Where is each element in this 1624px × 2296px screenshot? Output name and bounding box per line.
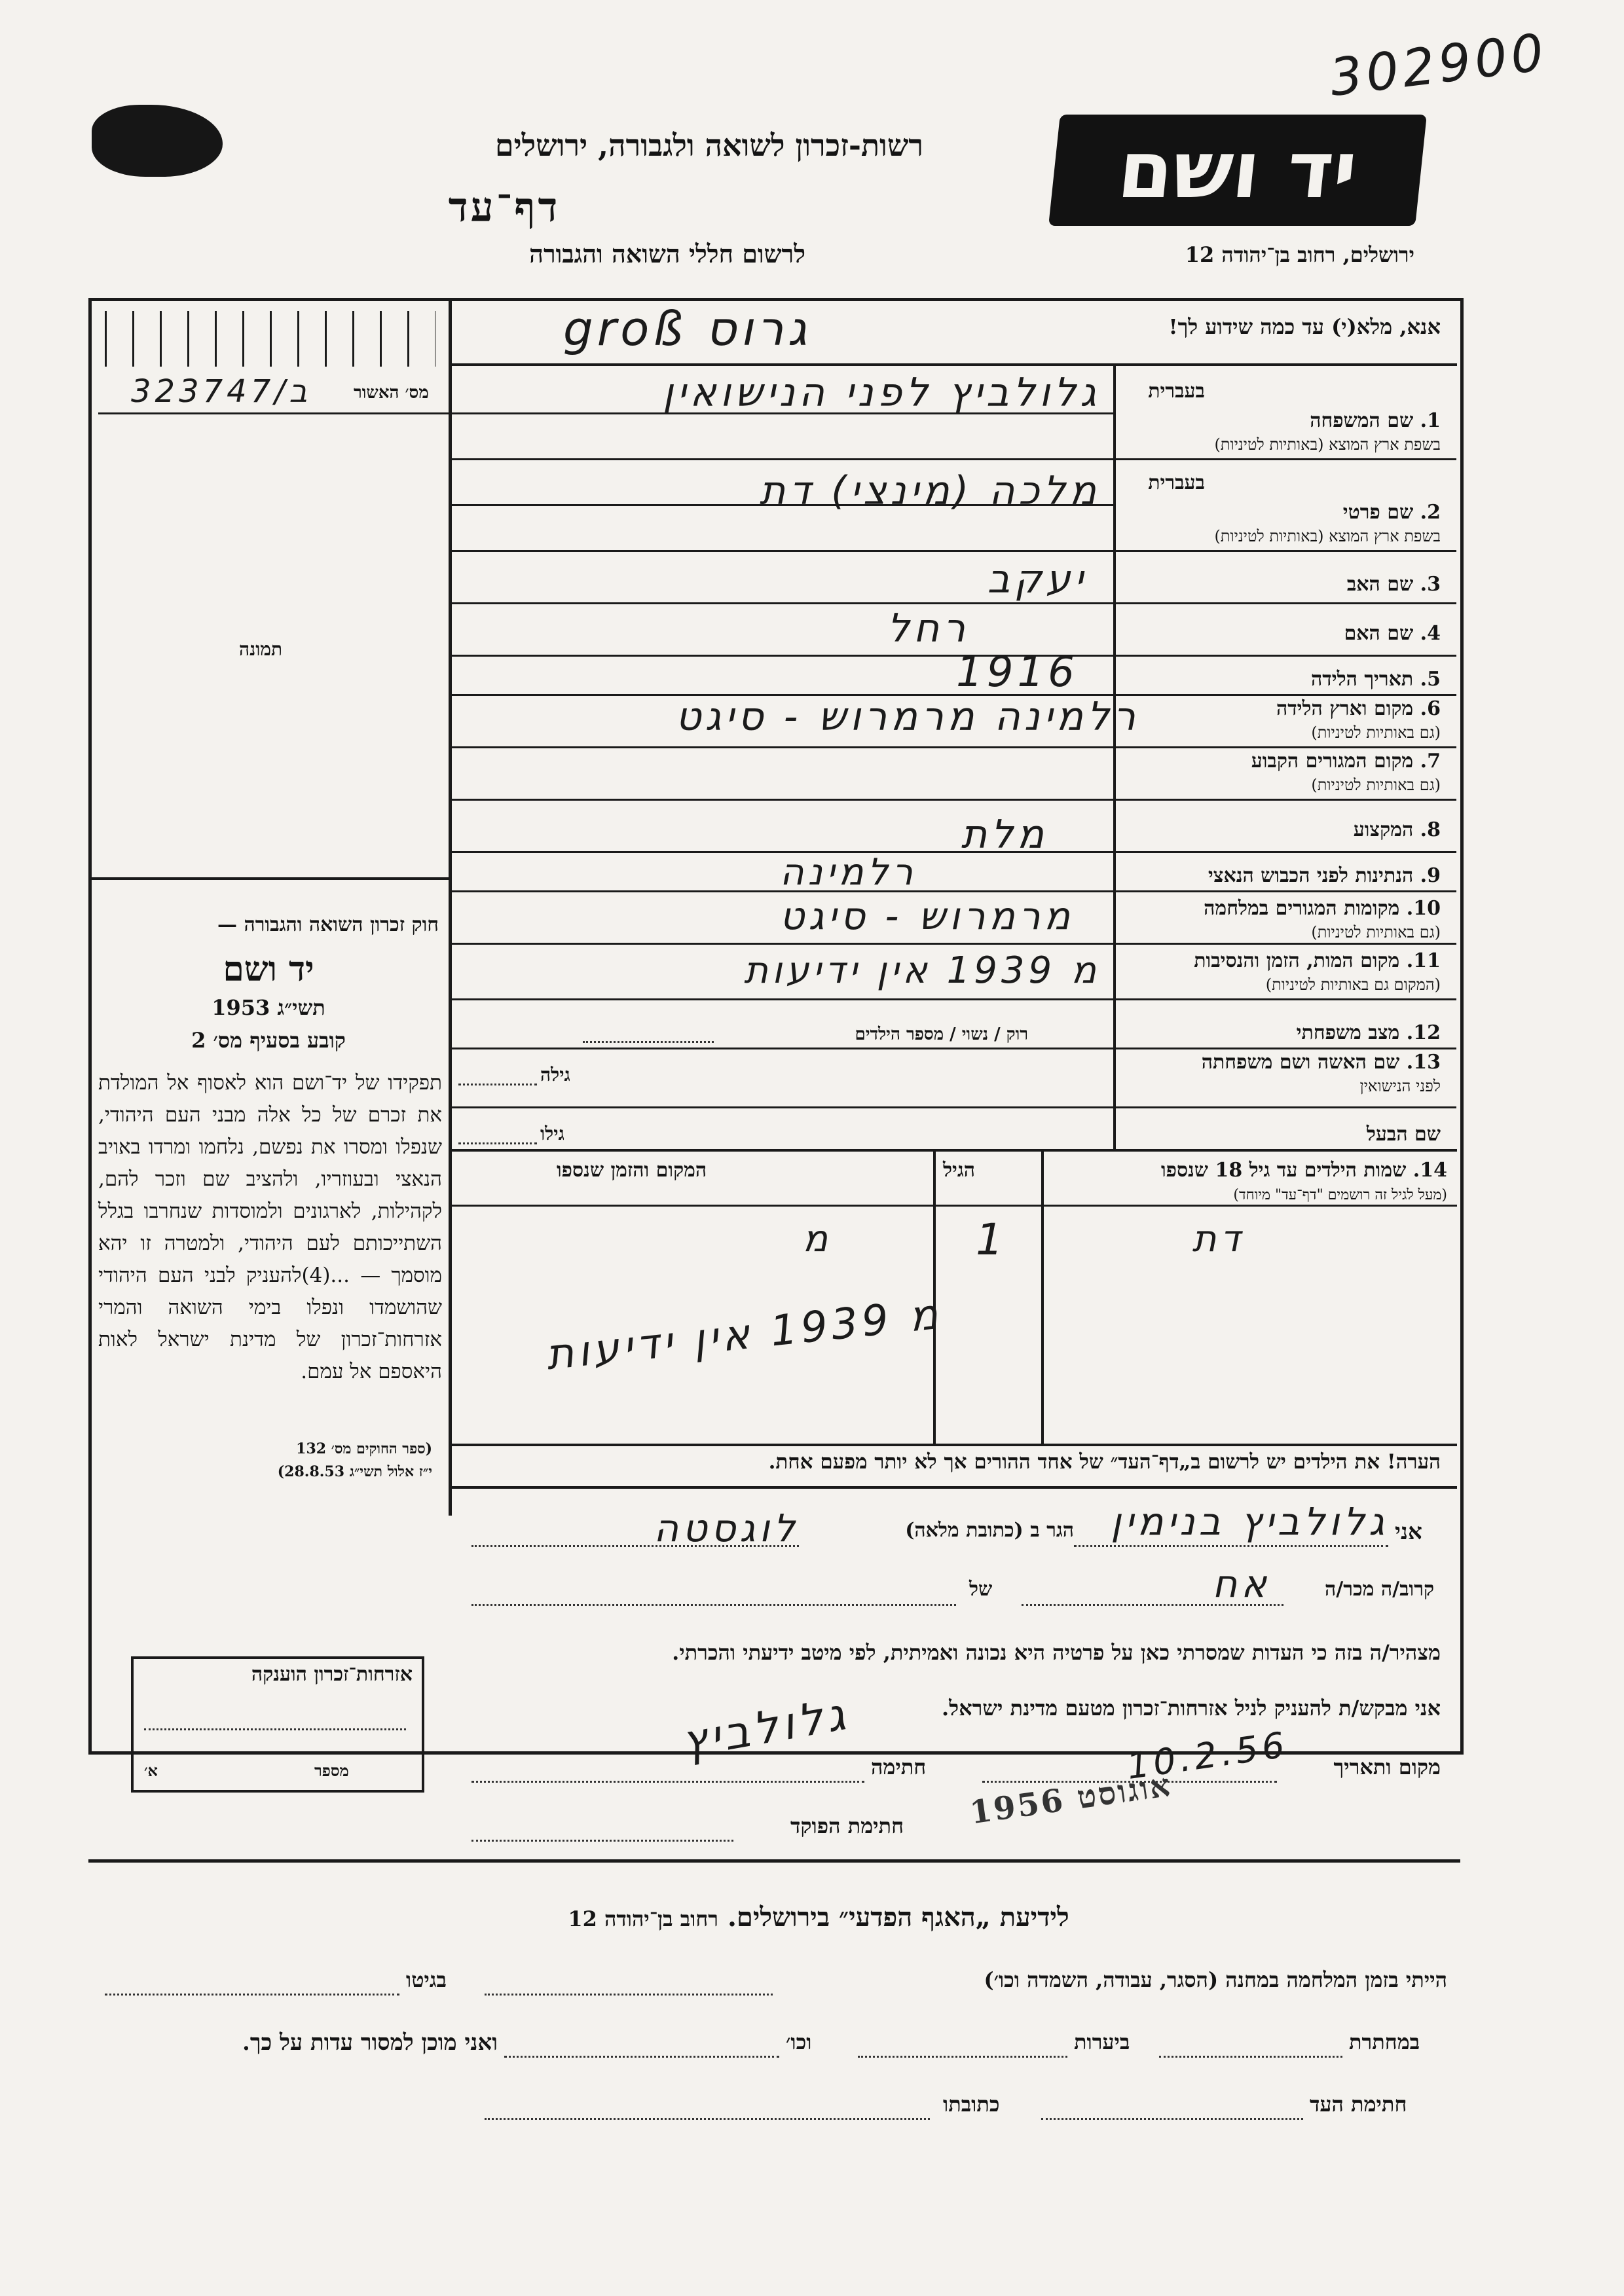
children-bottom-line [452,1444,1457,1446]
field-7-label [1120,750,1441,773]
bottom-line2-blank-b [858,2056,1067,2058]
bottom-divider [88,1859,1460,1863]
field-3-label [1120,573,1441,596]
bottom-line2-blank-c [504,2056,779,2058]
field-1-title: שם המשפחה [1310,409,1414,432]
authority-name: רשות-זכרון לשואה ולגבורה, ירושלים [494,128,923,163]
field-9-label [1120,864,1441,887]
declaration-statement: מצהיר/ה בזה כי העדות שמסרתי כאן על פרטיה היא נכונה ואמיתית, לפי מיטב ידיעתי והכרתי. [672,1640,1441,1665]
declaration-request: אני מבקש/ת להעניק לניל אזרחות־זכרון מטעם מדינת ישראל. [941,1696,1441,1721]
field-11-label [1120,949,1441,972]
officer-signature-label: חתימת הפוקד [790,1813,904,1838]
row-divider [1116,602,1456,604]
value-line [452,943,1113,945]
husband-row-bottom [452,1149,1457,1152]
bottom-title [458,1902,1179,1933]
child-name-value: דת [1192,1218,1244,1260]
relative-value: אח [1212,1561,1270,1606]
field-10-label [1120,897,1441,920]
field-5-title: תאריך הלידה [1311,668,1414,691]
wife-age-line [458,1084,537,1085]
field-8-label [1120,818,1441,841]
intro-line: אנא, מלא(י) עד כמה שידוע לך! [1168,314,1441,339]
bottom-line3-blank-a [1041,2118,1303,2120]
father-name-value: יעקב [987,556,1087,602]
bottom-line2-d: ואני מוכן למסור עדות על כך. [242,2030,498,2056]
field-12-title: מצב משפחתי [1296,1021,1400,1044]
citizenship-value: רלמינה [779,851,917,894]
bottom-line2-blank-a [1159,2056,1342,2058]
children-handwritten-note: מ 1939 אין ידיעות [544,1290,944,1380]
value-line [452,746,1113,748]
field-13-num: 13. [1406,1051,1441,1074]
children-count-line [583,1041,714,1043]
value-line [452,550,1113,552]
cert-number: 323747/ב [131,373,312,410]
photo-divider [92,877,449,880]
field-2-title: שם פרטי [1342,501,1414,524]
signature-label: חתימה [871,1755,927,1779]
citizenship-number-mark: א׳ [144,1761,158,1780]
children-subtitle: (מעל לגיל זה רושמים "דף־עד" מיוחד) [1233,1187,1447,1203]
form-title: דף־עד [448,183,561,231]
row-divider [1116,943,1456,945]
note-bottom-line [452,1486,1457,1489]
bottom-line2-a: במחתרת [1349,2030,1420,2054]
law-date: י״ז אלול תשי״ג 28.8.53) [277,1463,432,1480]
signature-value: גלולביץ [678,1688,853,1768]
field-8-num: 8. [1420,818,1441,841]
field-6-num: 6. [1420,697,1441,720]
husband-age-line [458,1142,537,1144]
ink-blot [92,105,223,177]
form-subtitle: לרשום חללי השואה והגבורה [529,239,805,268]
field-13-label [1120,1051,1441,1074]
bottom-line1-end: בגיטו [406,1967,447,1992]
children-title: 14. שמות הילדים עד גיל 18 שנספו [1160,1159,1447,1182]
photo-label: תמונה [239,638,283,660]
address-value: לוגסטה [654,1506,799,1550]
field-5-num: 5. [1420,668,1441,691]
officer-signature-line [471,1840,733,1842]
field-7-title: מקום המגורים הקבוע [1251,750,1414,773]
label-column-border [1113,363,1116,1149]
field-1-sub: בשפת ארץ המוצא (באותיות לטיניות) [1214,435,1441,454]
cert-label: מס׳ האשור [354,383,429,403]
bottom-line1-tail [105,1994,399,1995]
marital-status-value: רוק / נשוי / מספר הילדים [855,1025,1028,1044]
value-line [452,799,1113,801]
field-10-sub: (גם באותיות לטיניות) [1311,923,1441,941]
field-11-title: מקום המות, הזמן והנסיבות [1194,949,1400,972]
birth-place-value: רלמינה מרמרוש - סיגט [675,694,1139,740]
field-12-label [1120,1021,1441,1044]
first-name-value: מלכה (מינצי) דת [759,468,1100,514]
archive-number: 302900 [1326,22,1551,109]
row-divider [1116,746,1456,748]
field-4-num: 4. [1420,622,1441,645]
field-3-num: 3. [1420,573,1441,596]
field-6-title: מקום וארץ הלידה [1276,697,1414,720]
field-10-num: 10. [1406,897,1441,920]
row-divider [1116,799,1456,801]
law-clause: קובע בסעיף מס׳ 2 [191,1028,346,1053]
children-col-divider [1041,1149,1044,1444]
cert-underline [98,412,449,414]
row-divider [1116,998,1456,1000]
field-5-label [1120,668,1441,691]
logo-text: יד ושם [1113,124,1362,216]
place-date-value: 10.2.56 [1124,1724,1291,1787]
row-divider [1116,458,1456,460]
value-line [452,602,1113,604]
value-line [452,1048,1113,1049]
field-9-title: הנתינות לפני הכבוש הנאצי [1208,864,1414,887]
field-10-title: מקומות המגורים במלחמה [1204,897,1400,920]
field-13-title: שם האשה ושם משפחתה [1201,1051,1400,1074]
relative-line [1022,1604,1283,1606]
citizenship-box-line [144,1728,406,1730]
field-7-num: 7. [1420,750,1441,773]
law-source: (ספר החוקים מס׳ 132 [296,1440,432,1457]
field-2-sub: בשפת ארץ המוצא (באותיות לטיניות) [1214,527,1441,545]
row-divider [1116,1106,1456,1108]
of-line [471,1604,956,1606]
row-divider [1116,694,1456,696]
value-line [452,1106,1113,1108]
field-3-title: שם האב [1346,573,1414,596]
field-8-title: המקצוע [1353,818,1414,841]
address-label: הגר ב (כתובת מלאה) [905,1519,1074,1542]
field-1-label [1120,409,1441,432]
field-12-num: 12. [1406,1021,1441,1044]
children-note: הערה! את הילדים יש לרשום ב„דף־העד״ של אחד ההורים אך לא יותר מפעם אחת. [768,1450,1441,1474]
relative-label: קרוב/ה מכר/ה [1325,1578,1434,1601]
children-header-line [452,1205,1457,1207]
children-place-header: המקום והזמן שנספו [557,1159,707,1182]
bottom-line2-c: וכו׳ [786,2030,812,2054]
field-11-num: 11. [1406,949,1441,972]
field-9-num: 9. [1420,864,1441,887]
place-date-label: מקום ותאריך [1333,1755,1441,1779]
stamp-date: 1956 אוגוסט [967,1766,1175,1832]
handwritten-top-name: groß גרוס [563,301,811,356]
family-name-value: גלולביץ לפני הנישואין [662,370,1100,416]
row-divider [1116,890,1456,892]
wife-age-label: גילה [540,1064,570,1085]
child-age-value: 1 [976,1214,1007,1265]
declaration-ani: אני [1395,1519,1422,1545]
citizenship-box-title: אזרחות־זכרון הוענקה [251,1663,413,1686]
husband-age-label: גילו [540,1123,564,1144]
field-11-sub: (המקום גם באותיות לטיניות) [1265,975,1441,994]
field-13-sub: לפני הנישואין [1359,1077,1441,1095]
profession-value: מלת [961,812,1048,858]
row-divider [1116,851,1456,853]
yad-vashem-logo [1048,115,1427,226]
field-2-lang: בעברית [1148,471,1205,494]
field-2-label [1120,501,1441,524]
field-4-title: שם האם [1344,622,1414,645]
law-text: תפקידו של יד־ושם הוא לאסוף אל המולדת את זכרם של כל אלה מבני העם היהודי, שנפלו ומסרו את נפשם, נלחמו ומרדו באויב הנאצי ובעוזריו, ולהציב שם וזכר להם, לקהילות, לארגונים ולמוסדות שנחרבו בגלל השתייכותם לעם היהודי, ולמטרה זו יהא מוסמך — ...(4)להעניק לבני העם היהודי שהושמדו ונפלו בימי השואה והמרי אזרחות־זכרון של מדינת ישראל לאות היאספם אל עמם. [98,1071,442,1383]
row-divider [1116,655,1456,657]
value-line [452,998,1113,1000]
child-place-value: מ [802,1218,832,1260]
death-place-value: מ 1939 אין ידיעות [744,949,1100,992]
field-1-lang: בעברית [1148,380,1205,403]
mother-name-value: רחל [887,606,969,651]
address-line [471,1545,799,1547]
bottom-line3-blank-b [485,2118,930,2120]
row-divider [1116,550,1456,552]
declarant-name-value: גלולביץ בנימין [1111,1499,1388,1544]
bottom-line3-a: חתימת העד [1310,2092,1407,2117]
birth-date-value: 1916 [956,648,1079,697]
field-4-label [1120,622,1441,645]
left-column-border [449,298,452,1516]
field-2-num: 2. [1420,501,1441,524]
field-6-label [1120,697,1441,720]
of-label: של [969,1578,993,1601]
bottom-line3-b: כתובתו [943,2092,1000,2117]
field-1-num: 1. [1420,409,1441,432]
war-residence-value: מרמרוש - סיגט [779,894,1074,938]
law-name: יד ושם [223,949,314,989]
field-7-sub: (גם באותיות לטיניות) [1311,776,1441,794]
field-6-sub: (גם באותיות לטיניות) [1311,723,1441,742]
cert-boxes [105,311,435,367]
bottom-title-text: לידיעת „האגף הפדעי״ בירושלים. [727,1902,1069,1933]
children-age-header: הגיל [943,1159,976,1182]
bottom-address: רחוב בן־יהודה 12 [568,1906,718,1931]
law-year: תשי״ג 1953 [212,995,325,1020]
header-address: ירושלים, רחוב בן־יהודה 12 [1185,242,1414,267]
bottom-line1: הייתי בזמן המלחמה במחנה (הסגר, עבודה, השמדה וכו׳) [984,1967,1447,1992]
bottom-line1-blank [485,1994,773,1995]
signature-line [471,1781,864,1783]
bottom-line2-b: ביערות [1074,2030,1130,2054]
value-line [452,458,1113,460]
fields-top-line [452,363,1457,366]
declarant-name-line [1074,1545,1388,1547]
law-title: חוק זכרון השואה והגבורה — [217,913,439,936]
husband-name-label: שם הבעל [1366,1123,1441,1146]
citizenship-number-label: מספר [314,1761,349,1780]
row-divider [1116,1048,1456,1049]
